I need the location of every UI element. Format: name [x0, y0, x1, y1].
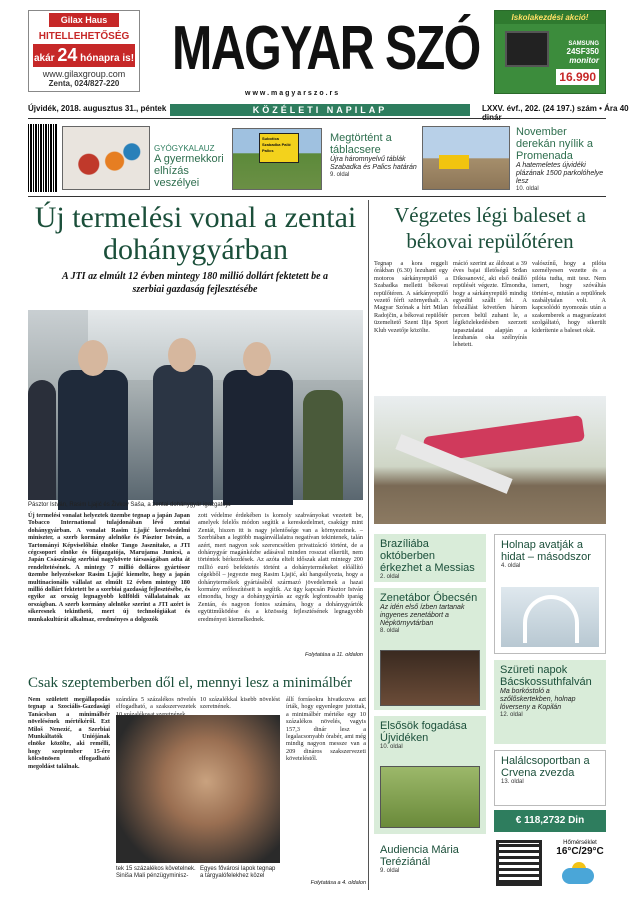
sidebar-title: Zenetábor Óbecsén: [380, 592, 478, 604]
dateline: Újvidék, 2018. augusztus 31., péntek: [28, 104, 167, 113]
ad-samsung-monitor[interactable]: [494, 10, 606, 94]
weather: [552, 840, 608, 857]
right-col-3: valószínű, hogy a pilóta személyesen vezette és a pilóta tudta, mit tesz. Nem ismert, hogy szóváltás történt-e, miután a repülőnek szabálytalan volt. A kapcsolódó nyomozás után a szakemberek a magyarázatot szolgáltató, hogy sikerült kiderítenie a baleset okát.: [532, 260, 606, 334]
teaser-2-sub: Újra háromnyelvű táblák Szabadka és Palics határán: [330, 156, 417, 171]
teaser-2-title: Megtörtént a táblacsere: [330, 132, 392, 156]
weather-temps: 16°C/29°C: [556, 846, 604, 857]
sidebar-item-elsosok[interactable]: [374, 716, 486, 834]
ad-price: 16.990: [556, 69, 599, 85]
sidebar-page: 10. oldal: [380, 744, 403, 750]
main-lead: A JTI az elmúlt 12 évben mintegy 180 millió dollárt fektetett be a szerbiai gazdaság fejlesztésébe: [61, 271, 329, 295]
divider: [28, 196, 606, 197]
sidebar-sub: Ma borkóstoló a szőlőskertekben, holnap lóverseny a Kopilán: [500, 688, 576, 711]
main-col-2: zott védelme érdekében is komoly szabványokat vezetett be, amelyek felelős módon segítik a kereskedelmet, csakúgy mint Zentát, hiszen itt is nagy jelentősége van a környezetnek. – Szerbiában a legtöbb magánvállalatra negatívan tekintenek, talán azért, mert nagyon sok szerencsétlen privatizáció történt, de a dohánygyár magánkézbe adásával minden rosszat elkerült, nem történtek bérkezdések. Az azóta eltelt időszak alatt mintegy 200 millió euró befektetés történt a dohánytermékeket előállító cégekből – jegyezte meg Rasim Ljajić, aki hangsúlyozta, hogy a dohánytermékek gyártásából származó jövedelemek a hazai kormány erőfeszítéseit is segítik. Az ügy kapcsán Pásztor István elmondta, hogy a dohánygyártás az egyik legfontosabb iparág Zentán, és nagyon fontos számára, hogy a dohánygyártók együttműködése és a közösség fejlesztésének legnagyobb eredményei kiemelkednek.: [198, 512, 363, 623]
teaser-1-title: A gyermekkori elhízás veszélyei: [154, 153, 224, 189]
road-sign: Subotica Szabadka Palić Palics: [259, 133, 299, 163]
main-photo-caption: Pásztor István, Rasim Ljajić és Živkov Saša, a zentai dohánygyár igazgatója: [28, 502, 231, 508]
teaser-1-kicker: GYÓGYKALAUZ: [154, 144, 215, 153]
ad-right-title: Iskolakezdési akció!: [495, 11, 605, 24]
money-photo[interactable]: [116, 715, 280, 863]
main-headline[interactable]: Új termelési vonal a zentai dohánygyárban: [34, 201, 357, 266]
website: www.magyarszo.rs: [245, 90, 341, 97]
main-photo[interactable]: [28, 310, 363, 500]
sidebar-title: Elsősök fogadása Újvidéken: [380, 720, 467, 744]
bottom-headline[interactable]: Csak szeptemberben dől el, mennyi lesz a minimálbér: [28, 675, 353, 691]
divider: [28, 118, 606, 119]
sidebar-title: Holnap avatják a hidat – másodszor: [501, 539, 591, 563]
monitor-image: [505, 31, 549, 67]
cloud-icon: [562, 868, 594, 884]
main-col-1: Új termelési vonalat helyeztek üzembe tegnap a japán Japan Tobacco International tulajdonában lévő zentai dohánygyárban. A vonalat Rasim Ljajić kereskedelmi miniszter, a szerb kormány alelnöke és Pásztor István, a Tartományi Képviselőház elnöke Tango Jasznitake, a JTI cégcsoport elnöke és főigazgatója, Marujama Junicsi, a Japán Császárság szerbiai nagykövete társaságában adta át rendeltetésének. A mintegy 7 millió dolláros gyártósor üzembe helyezésekor Rasim Ljajić kiemelte, hogy a japán multinacionális vállalat az elmúlt 12 évben mintegy 180 millió dollárt fektetett be a szerbiai gazdaság fejlesztésébe, és egyike az ország legnagyobb külföldi vállalatainak az országban. A szerb kormány alelnöke szerint a JTI azért is sikeresnek tekinthető, mert új technológiákat és munkakultúrát alkalmaz, eredményes a dolgozók: [28, 512, 190, 623]
bottom-col-3: 10 százalékkal kisebb növelést szeretnének.: [200, 696, 280, 711]
teaser-3-page: 10. oldal: [516, 186, 539, 192]
right-col-1: Tegnap a kora reggeli órákban (6.30) lezuhant egy motoros sárkányrepülő a Szabadka melletti békovai repülőtéren. A sárkányrepülő vezető férfi szörnyethalt. A Magyar Szónak a hírt Milan Radojčin, a békovai repülőtér üzemeltető Szent Ilija Sport Klub vezetője közölte.: [374, 260, 448, 334]
sidebar-item-hid[interactable]: [494, 534, 606, 654]
teaser-3[interactable]: [516, 126, 608, 192]
plane-crash-photo[interactable]: [374, 396, 606, 524]
sidebar-title: Audiencia Mária Teréziánál: [380, 844, 459, 868]
sidebar-item-crvena-zvezda[interactable]: [494, 750, 606, 806]
sidebar-title: Halálcsoportban a Crvena zvezda: [501, 755, 590, 779]
bottom-col-2: szándára 5 százalékos növelés elfogadható, a szakszervezetek: [116, 696, 196, 711]
gilax-logo: Gilax Haus: [49, 13, 119, 27]
teaser-candy-image[interactable]: [62, 126, 150, 190]
children-photo: [380, 766, 480, 828]
currency-rate: € 118,2732 Din: [494, 810, 606, 832]
barcode: [28, 124, 58, 192]
bottom-col-1: Nem született megállapodás tegnap a Szociális-Gazdasági Tanácsban a minimálbér növelésének mértékéről. Ezt Miloš Nenezić, a Szerbiai Munkáltatók Uniójának elnöke közölte, aki remélli, hogy szeptember 15-ére kölcsönösen elfogadható megoldást találnak.: [28, 696, 110, 770]
main-credit[interactable]: Folytatása a 11. oldalon: [305, 652, 363, 658]
sidebar-title: Brazíliába októberben érkezhet a Messias: [380, 538, 475, 574]
ad-gilax-haus[interactable]: [28, 10, 140, 92]
sidebar-page: 13. oldal: [501, 779, 524, 785]
qr-code[interactable]: [496, 840, 542, 886]
sidebar-title: Szüreti napok Bácskossuthfalván: [500, 664, 592, 688]
bridge-photo: [501, 587, 599, 647]
right-headline[interactable]: Végzetes légi baleset a békovai repülőtéren: [394, 203, 586, 253]
teaser-2[interactable]: [330, 132, 418, 178]
sidebar-page: 8. oldal: [380, 628, 400, 634]
ad-model: SAMSUNG 24SF350 monitor: [566, 41, 599, 65]
ad-url: www.gilaxgroup.com: [42, 69, 126, 79]
sidebar-page: 12. oldal: [500, 712, 523, 718]
sidebar-sub: Az idén első ízben tartanak ingyenes zenetábort a Népkörnyvtárban: [380, 604, 465, 627]
subtitle-banner: KÖZÉLETI NAPILAP: [170, 104, 470, 116]
ad-line-2: akár 24 hónapra is!: [33, 45, 135, 65]
sidebar-item-messias[interactable]: [374, 534, 486, 582]
sidebar-page: 9. oldal: [380, 868, 400, 874]
sidebar-page: 2. oldal: [380, 574, 400, 580]
sidebar-item-szuret[interactable]: [494, 660, 606, 744]
bottom-col-4: állí forrásokra hivatkozva azt írták, hogy egyenlegre jutottak, a minimálbér mértéke egy 10 százalékos növelés, vagyis 157,3 dinár lesz a legalacsonyabb órabér, ami még mindig nagyon messze van a 209 dináros szakszervezeti követeléstől.: [286, 696, 366, 763]
teaser-1[interactable]: [154, 144, 226, 189]
bottom-caption-2: Egyes fővárosi lapok tegnap a tárgyalófelekhez közel: [200, 866, 276, 879]
issue-info: LXXV. évf., 202. (24 197.) szám • Ára 40: [482, 104, 629, 113]
bottom-credit[interactable]: Folytatása a 4. oldalon: [310, 880, 366, 886]
teaser-3-title: November derekán nyílik a Promenada: [516, 126, 594, 162]
bottom-caption-1: tek 15 százalékos követelnek. Siniša Mali pénzügyminisz-: [116, 866, 196, 879]
teaser-3-sub: A hatemeletes újvidéki plázának 1500 parkolóhelye lesz: [516, 162, 604, 185]
masthead: MAGYAR SZÓ: [172, 14, 480, 83]
ad-phone: Zenta, 024/827-220: [48, 79, 120, 88]
excavator-icon: [439, 155, 469, 169]
right-col-2: máció szerint az áldozat a 39 éves bajai illetőségű Srđan Dikosanović, aki első önálló repülését végezte. Elmondta, hogy a sárkányrepülő mindig egyedül szállt fel. A felszállást követően három percen belül zuhant le, a légiközlekedésben szerzett tapasztalatai alapján a lezuhanás oka szélnyírás lehetett.: [453, 260, 527, 349]
ad-line-1: HITELLEHETŐSÉG: [38, 31, 130, 42]
sidebar-page: 4. oldal: [501, 563, 521, 569]
teaser-2-page: 9. oldal: [330, 172, 350, 178]
teaser-sign-image[interactable]: [232, 128, 322, 190]
column-divider: [368, 200, 369, 890]
weather-label: Hőmérséklet: [563, 840, 597, 846]
sidebar-item-audiencia[interactable]: [374, 840, 486, 892]
teaser-construction-image[interactable]: [422, 126, 510, 190]
